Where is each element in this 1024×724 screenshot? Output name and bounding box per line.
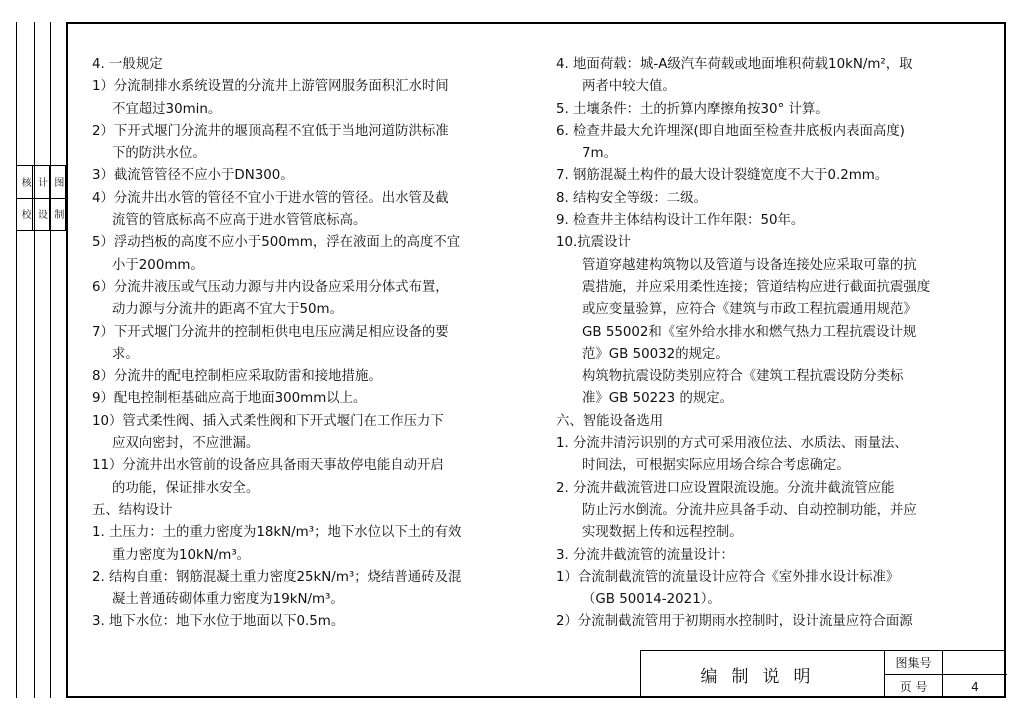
text-line: 1. 分流井清污识别的方式可采用液位法、水质法、雨量法、 [556, 436, 908, 452]
text-line: 重力密度为10kN/m³。 [112, 547, 251, 563]
text-line: 4）分流井出水管的管径不宜小于进水管的管径。出水管及截 [92, 190, 449, 206]
page-number-value: 4 [971, 679, 979, 694]
text-line: 3. 分流井截流管的流量设计： [556, 547, 734, 563]
text-line: 6）分流井液压或气压动力源与井内设备应采用分体式布置， [92, 279, 449, 295]
text-line: 7）下开式堰门分流井的控制柜供电电压应满足相应设备的要 [92, 324, 449, 340]
text-line: 5. 土壤条件：土的折算内摩擦角按30° 计算。 [556, 101, 829, 117]
text-line: 4. 地面荷载：城-A级汽车荷载或地面堆积荷载10kN/m²，取 [556, 57, 913, 72]
text-line: 2）下开式堰门分流井的堰顶高程不宜低于当地河道防洪标准 [92, 123, 449, 139]
text-line: （GB 50014-2021）。 [582, 592, 721, 608]
text-line: 1. 土压力：土的重力密度为18kN/m³；地下水位以下土的有效 [92, 525, 462, 541]
text-line: 实现数据上传和远程控制。 [582, 525, 743, 541]
binding-margin [16, 22, 66, 698]
review-cell: 校 [19, 209, 31, 220]
text-line: GB 55002和《室外给水排水和燃气热力工程抗震设计规 [582, 324, 917, 340]
review-col-2 [33, 166, 49, 230]
text-line: 流管的管底标高不应高于进水管管底标高。 [112, 213, 367, 229]
right-text-column [556, 54, 986, 634]
title-block [640, 650, 1006, 698]
text-line: 8. 结构安全等级：二级。 [556, 190, 707, 206]
text-line: 10）管式柔性阀、插入式柔性阀和下开式堰门在工作压力下 [92, 413, 444, 429]
text-line: 准》GB 50223 的规定。 [582, 391, 734, 407]
text-line: 两者中较大值。 [582, 79, 676, 95]
left-text-column [92, 54, 516, 634]
atlas-number-value [943, 651, 1007, 675]
text-line: 2. 结构自重：钢筋混凝土重力密度25kN/m³；烧结普通砖及混 [92, 569, 462, 585]
text-line: 下的防洪水位。 [112, 146, 206, 162]
page-number-label: 页 号 [885, 675, 943, 698]
text-line: 7. 钢筋混凝土构件的最大设计裂缝宽度不大于0.2mm。 [556, 168, 889, 184]
text-line: 6. 检查井最大允许埋深(即自地面至检查井底板内表面高度) [556, 123, 905, 139]
review-col-3 [50, 166, 65, 230]
review-cell: 制 [51, 209, 63, 220]
text-line: 7m。 [582, 146, 617, 162]
text-line: 11）分流井出水管前的设备应具备雨天事故停电能自动开启 [92, 458, 444, 474]
text-line: 3）截流管管径不应小于DN300。 [92, 168, 294, 184]
text-line: 的功能，保证排水安全。 [112, 480, 260, 496]
text-line: 3. 地下水位：地下水位于地面以下0.5m。 [92, 614, 345, 630]
review-stamp [16, 165, 66, 231]
atlas-number-label: 图集号 [885, 651, 943, 675]
text-line: 2）分流制截流管用于初期雨水控制时，设计流量应符合面源 [556, 614, 913, 630]
text-line: 范》GB 50032的规定。 [582, 346, 729, 362]
document-title: 编制说明 [641, 651, 885, 698]
review-cell: 图 [50, 166, 65, 199]
text-line: 应双向密封，不应泄漏。 [112, 436, 260, 452]
text-line: 六、智能设备选用 [556, 413, 664, 429]
text-line: 1）分流制排水系统设置的分流井上游管网服务面积汇水时间 [92, 79, 449, 95]
text-line: 9. 检查井主体结构设计工作年限：50年。 [556, 213, 805, 229]
review-col-1 [17, 166, 33, 230]
text-line: 2. 分流井截流管进口应设置限流设施。分流井截流管应能 [556, 480, 895, 496]
text-line: 求。 [112, 346, 139, 362]
text-line: 管道穿越建构筑物以及管道与设备连接处应采取可靠的抗 [582, 257, 917, 273]
text-line: 或应变量验算，应符合《建筑与市政工程抗震通用规范》 [582, 302, 917, 318]
text-line: 5）浮动挡板的高度不应小于500mm，浮在液面上的高度不宜 [92, 235, 461, 251]
text-line: 构筑物抗震设防类别应符合《建筑工程抗震设防分类标 [582, 369, 904, 385]
text-line: 凝土普通砖砌体重力密度为19kN/m³。 [112, 592, 344, 608]
text-line: 震措施，并应采用柔性连接；管道结构应进行截面抗震强度 [582, 279, 931, 295]
text-line: 9）配电控制柜基础应高于地面300mm以上。 [92, 391, 367, 407]
text-line: 动力源与分流井的距离不宜大于50m。 [112, 302, 343, 318]
text-line: 时间法，可根据实际应用场合综合考虑确定。 [582, 458, 850, 474]
text-line: 小于200mm。 [112, 257, 204, 273]
text-line: 4. 一般规定 [92, 57, 163, 72]
review-cell: 设 [35, 209, 47, 220]
text-line: 防止污水倒流。分流井应具备手动、自动控制功能，并应 [582, 502, 917, 518]
review-cell: 计 [33, 166, 48, 199]
review-cell: 核 [17, 166, 32, 199]
text-line: 五、结构设计 [92, 502, 173, 518]
text-line: 10.抗震设计 [556, 235, 631, 251]
text-line: 1）合流制截流管的流量设计应符合《室外排水设计标准》 [556, 569, 900, 585]
text-line: 不宜超过30min。 [112, 101, 222, 117]
text-line: 8）分流井的配电控制柜应采取防雷和接地措施。 [92, 369, 382, 385]
